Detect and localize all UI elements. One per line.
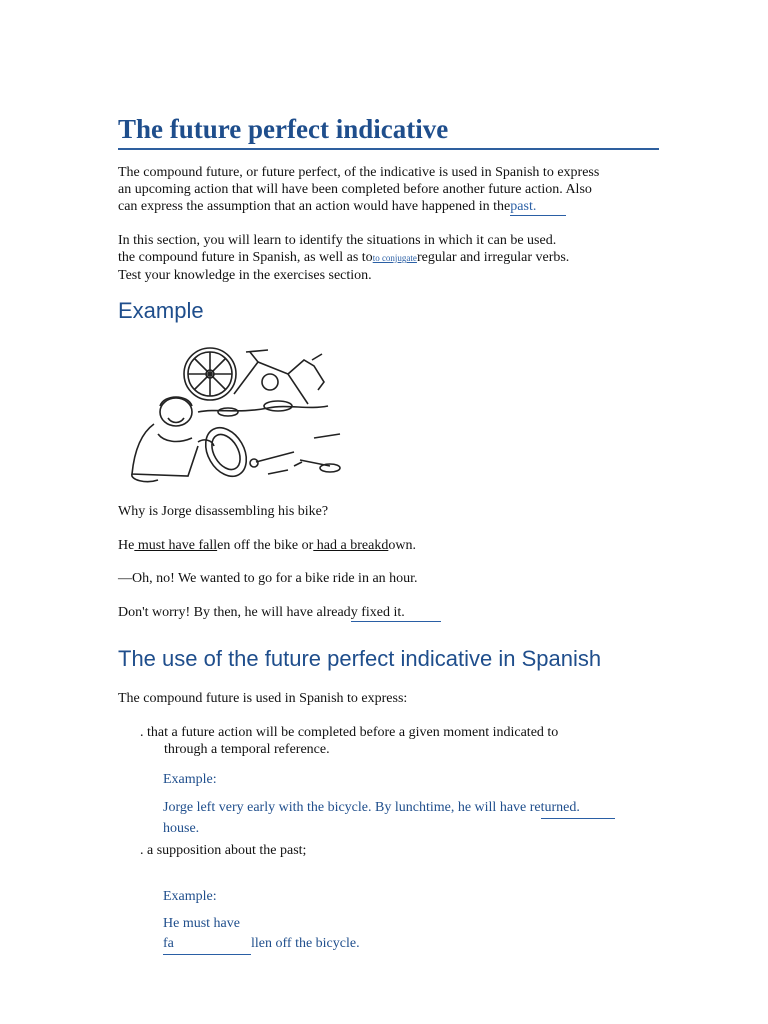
intro-line: an upcoming action that will have been completed before another future action. Also	[118, 182, 592, 197]
intro-text: can express the assumption that an action would have happened in the	[118, 199, 511, 214]
reply-underlined: y fixed it.	[351, 604, 441, 622]
reply-text: Don't worry! By then, he will have alread	[118, 605, 351, 620]
section-line: In this section, you will learn to identify the situations in which it can be used.	[118, 233, 557, 248]
conjugate-link[interactable]: to conjugate	[372, 253, 417, 263]
intro-line	[118, 198, 658, 216]
use-heading: The use of the future perfect indicative in Spanish	[118, 646, 602, 671]
answer-underlined: had a breakd	[313, 538, 389, 553]
example-sentence	[163, 914, 653, 955]
past-link[interactable]: past.	[510, 198, 566, 216]
bullet-item: . a supposition about the past;	[140, 843, 307, 858]
example-line: house.	[163, 821, 200, 836]
example-underlined: He must have fa	[163, 914, 251, 955]
example-text: llen off the bicycle.	[251, 936, 360, 951]
section-line	[118, 249, 658, 267]
answer-line	[118, 537, 658, 554]
section-line: Test your knowledge in the exercises section.	[118, 268, 372, 283]
example-label: Example:	[163, 889, 217, 904]
bullet-item	[140, 724, 640, 758]
page-title: The future perfect indicative	[118, 112, 659, 150]
question-line: Why is Jorge disassembling his bike?	[118, 504, 329, 519]
example-line	[163, 798, 653, 819]
example-sentence	[163, 798, 653, 839]
boy-disassembling-bicycle-illustration	[118, 334, 350, 486]
example-label: Example:	[163, 772, 217, 787]
use-intro: The compound future is used in Spanish to express:	[118, 691, 408, 706]
answer-text: en off the bike or	[217, 538, 314, 553]
answer-text: own.	[388, 538, 416, 553]
bullet-text: . that a future action will be completed before a given moment indicated to	[140, 725, 559, 740]
section-paragraph	[118, 232, 658, 284]
answer-text: He	[118, 538, 135, 553]
example-heading: Example	[118, 298, 204, 323]
intro-line: The compound future, or future perfect, of the indicative is used in Spanish to express	[118, 165, 600, 180]
answer-underlined: must have fall	[134, 538, 218, 553]
reply-line	[118, 604, 658, 622]
section-text: the compound future in Spanish, as well as to	[118, 250, 373, 265]
section-text: regular and irregular verbs.	[416, 250, 570, 265]
dialogue-line: —Oh, no! We wanted to go for a bike ride in an hour.	[118, 571, 418, 586]
example-underlined: turned.	[541, 798, 615, 819]
bullet-text: through a temporal reference.	[164, 742, 330, 757]
example-text: Jorge left very early with the bicycle. By lunchtime, he will have re	[163, 800, 541, 815]
intro-paragraph	[118, 164, 658, 216]
